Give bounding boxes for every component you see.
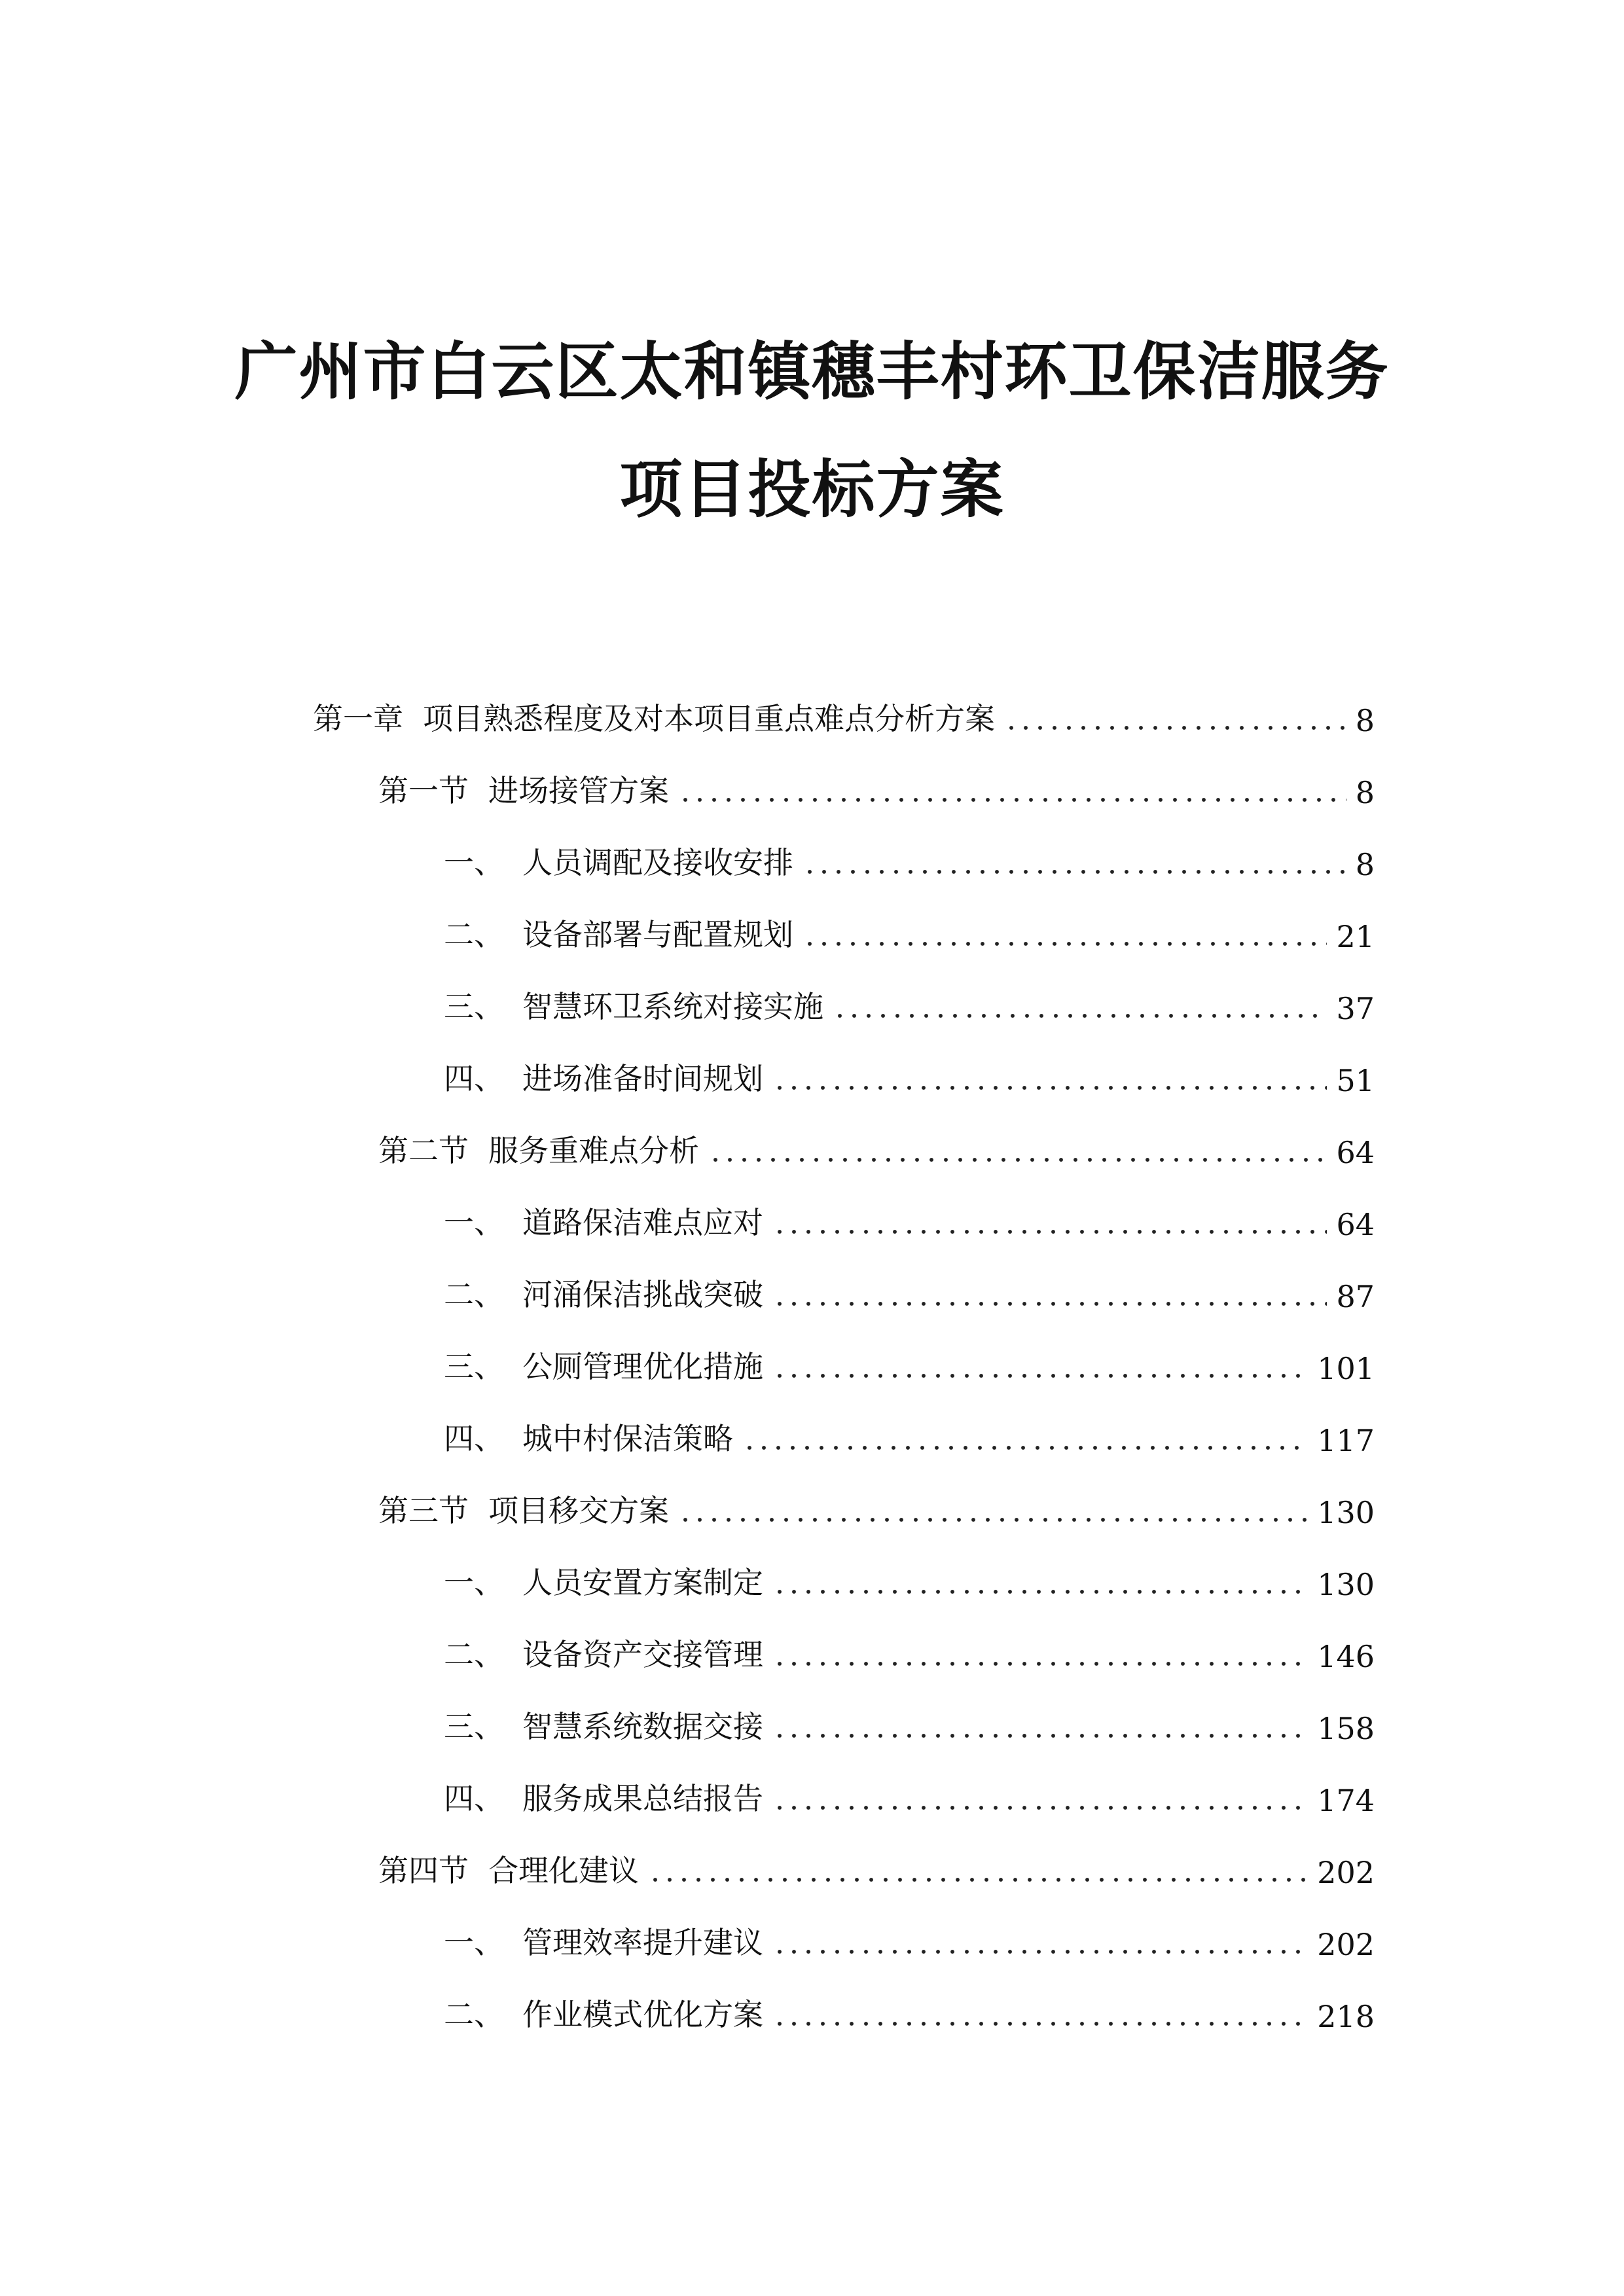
toc-entry-page-number: 51 [1336,1063,1375,1098]
toc-entry[interactable] [0,1419,1624,1491]
document-title-line-1: 广州市白云区太和镇穗丰村环卫保洁服务 [234,335,1390,408]
toc-dot-leader [772,1589,1308,1594]
toc-entry-title: 河涌保洁挑战突破 [522,1277,763,1312]
toc-entry[interactable] [0,1275,1624,1347]
toc-entry-page-number: 146 [1317,1639,1375,1674]
toc-entry-number: 四、 [444,1421,504,1456]
toc-entry-number: 三、 [444,1349,504,1384]
toc-entry-page-number: 101 [1317,1351,1375,1386]
toc-entry-page-number: 202 [1317,1927,1375,1962]
toc-entry[interactable] [0,1203,1624,1275]
toc-entry-number: 三、 [444,989,504,1024]
toc-dot-leader [708,1157,1327,1162]
toc-entry-title: 管理效率提升建议 [522,1925,763,1960]
toc-entry-page-number: 130 [1317,1495,1375,1530]
toc-entry-title: 道路保洁难点应对 [522,1205,763,1240]
toc-entry-title: 项目移交方案 [488,1493,669,1528]
toc-entry[interactable] [0,771,1624,843]
toc-entry-page-number: 64 [1336,1207,1375,1242]
toc-entry-page-number: 117 [1317,1423,1375,1458]
toc-dot-leader [678,1517,1308,1522]
toc-entry-number: 一、 [444,1565,504,1600]
toc-dot-leader [772,1085,1327,1090]
toc-entry[interactable] [0,1851,1624,1923]
toc-entry-number: 二、 [444,1997,504,2032]
toc-dot-leader [648,1877,1308,1882]
toc-entry[interactable] [0,1491,1624,1563]
toc-entry-page-number: 87 [1336,1279,1375,1314]
toc-entry[interactable] [0,699,1624,771]
toc-dot-leader [1004,725,1346,730]
toc-dot-leader [742,1445,1308,1450]
toc-entry-title: 设备部署与配置规划 [522,917,793,952]
toc-entry[interactable] [0,1995,1624,2067]
toc-entry-number: 四、 [444,1061,504,1096]
toc-entry[interactable] [0,1779,1624,1851]
toc-entry[interactable] [0,1923,1624,1995]
toc-entry[interactable] [0,1059,1624,1131]
toc-entry-number: 第一节 [378,773,469,808]
toc-dot-leader [678,797,1346,802]
toc-entry-title: 公厕管理优化措施 [522,1349,763,1384]
toc-entry[interactable] [0,1563,1624,1635]
toc-entry-number: 第四节 [378,1853,469,1888]
toc-entry-title: 服务成果总结报告 [522,1781,763,1816]
toc-entry-number: 三、 [444,1709,504,1744]
toc-dot-leader [772,1949,1308,1954]
toc-entry-title: 设备资产交接管理 [522,1637,763,1672]
toc-entry-title: 智慧系统数据交接 [522,1709,763,1744]
toc-entry-number: 二、 [444,1277,504,1312]
toc-entry-page-number: 8 [1355,703,1375,738]
toc-entry-title: 城中村保洁策略 [522,1421,733,1456]
toc-dot-leader [772,1301,1327,1306]
toc-entry-number: 第二节 [378,1133,469,1168]
toc-entry-title: 进场准备时间规划 [522,1061,763,1096]
toc-dot-leader [803,941,1327,946]
toc-entry-title: 智慧环卫系统对接实施 [522,989,823,1024]
toc-entry-page-number: 8 [1355,847,1375,882]
toc-entry-number: 二、 [444,917,504,952]
toc-dot-leader [833,1013,1327,1018]
toc-entry-number: 一、 [444,845,504,880]
toc-entry-number: 第一章 [313,701,403,736]
document-title-line-2: 项目投标方案 [619,453,1005,526]
toc-entry-page-number: 130 [1317,1567,1375,1602]
toc-dot-leader [772,1373,1308,1378]
toc-entry-page-number: 64 [1336,1135,1375,1170]
toc-entry[interactable] [0,987,1624,1059]
toc-entry-page-number: 158 [1317,1711,1375,1746]
toc-entry-number: 四、 [444,1781,504,1816]
toc-entry[interactable] [0,915,1624,987]
toc-entry-page-number: 21 [1336,919,1375,954]
toc-dot-leader [772,1733,1308,1738]
toc-entry-title: 服务重难点分析 [488,1133,699,1168]
toc-entry-title: 进场接管方案 [488,773,669,808]
toc-dot-leader [772,1661,1308,1666]
toc-entry-title: 人员调配及接收安排 [522,845,793,880]
toc-entry[interactable] [0,1131,1624,1203]
toc-entry-title: 项目熟悉程度及对本项目重点难点分析方案 [423,701,995,736]
toc-dot-leader [803,869,1346,874]
toc-dot-leader [772,1229,1327,1234]
toc-entry-title: 人员安置方案制定 [522,1565,763,1600]
toc-dot-leader [772,2021,1308,2026]
toc-entry-page-number: 37 [1336,991,1375,1026]
toc-entry-number: 二、 [444,1637,504,1672]
toc-entry-number: 一、 [444,1925,504,1960]
toc-entry[interactable] [0,1347,1624,1419]
toc-entry-number: 一、 [444,1205,504,1240]
toc-entry-page-number: 174 [1317,1783,1375,1818]
toc-entry[interactable] [0,1707,1624,1779]
table-of-contents [0,699,1624,2067]
toc-entry-page-number: 218 [1317,1999,1375,2034]
toc-entry-title: 作业模式优化方案 [522,1997,763,2032]
toc-entry-page-number: 202 [1317,1855,1375,1890]
toc-entry-page-number: 8 [1355,775,1375,810]
toc-dot-leader [772,1805,1308,1810]
toc-entry[interactable] [0,1635,1624,1707]
toc-entry-title: 合理化建议 [488,1853,639,1888]
toc-entry[interactable] [0,843,1624,915]
toc-entry-number: 第三节 [378,1493,469,1528]
